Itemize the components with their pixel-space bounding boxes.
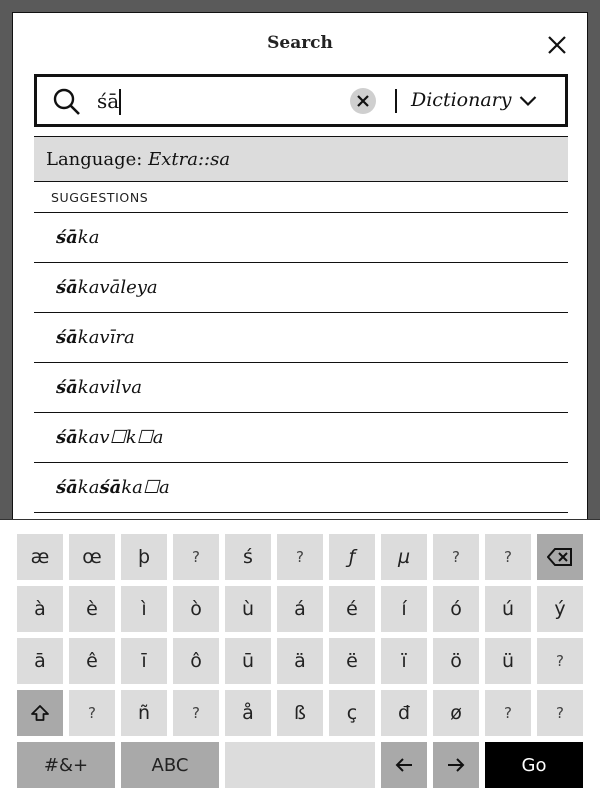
language-filter[interactable] [34, 136, 568, 182]
language-value: Extra::sa [148, 149, 231, 170]
key[interactable]: ß [277, 690, 323, 736]
suggestion-match: śā [56, 427, 78, 448]
suggestion-match: śā [56, 227, 78, 248]
arrow-right-icon [446, 757, 466, 773]
suggestion-rest: ka [77, 227, 100, 248]
suggestion-item[interactable] [34, 213, 568, 263]
key[interactable]: ? [173, 690, 219, 736]
key[interactable]: ? [173, 534, 219, 580]
key[interactable]: ù [225, 586, 271, 632]
key[interactable]: ç [329, 690, 375, 736]
key[interactable]: ? [485, 534, 531, 580]
key[interactable]: ? [537, 638, 583, 684]
key[interactable]: ó [433, 586, 479, 632]
divider [395, 89, 397, 113]
key[interactable]: ö [433, 638, 479, 684]
key[interactable]: ý [537, 586, 583, 632]
search-dialog [12, 12, 588, 520]
key[interactable]: í [381, 586, 427, 632]
arrow-left-icon [394, 757, 414, 773]
key[interactable]: ? [537, 690, 583, 736]
key[interactable]: ï [381, 638, 427, 684]
key[interactable]: ī [121, 638, 167, 684]
key[interactable]: å [225, 690, 271, 736]
shift-icon [30, 704, 50, 722]
search-input[interactable] [97, 85, 337, 117]
key[interactable]: ? [485, 690, 531, 736]
suggestion-item[interactable] [34, 263, 568, 313]
suggestion-match: śā [56, 277, 78, 298]
search-box [34, 74, 568, 127]
source-dropdown-value: Dictionary [411, 89, 512, 111]
key[interactable]: ò [173, 586, 219, 632]
suggestions-list [34, 212, 568, 513]
abc-key[interactable]: ABC [121, 742, 219, 788]
key[interactable]: á [277, 586, 323, 632]
suggestion-match: śā [56, 377, 78, 398]
arrow-right-key[interactable] [433, 742, 479, 788]
key[interactable]: ø [433, 690, 479, 736]
key[interactable]: ê [69, 638, 115, 684]
suggestion-item[interactable] [34, 463, 568, 513]
suggestion-item[interactable] [34, 363, 568, 413]
key[interactable]: ñ [121, 690, 167, 736]
key[interactable]: ô [173, 638, 219, 684]
space-key[interactable] [225, 742, 375, 788]
search-icon [52, 87, 82, 117]
suggestion-match: śā [56, 327, 78, 348]
suggestions-header: SUGGESTIONS [51, 190, 149, 205]
source-dropdown[interactable] [411, 86, 561, 116]
suggestion-item[interactable] [34, 313, 568, 363]
key[interactable]: ? [69, 690, 115, 736]
language-label: Language: [46, 149, 143, 170]
suggestion-rest: kavīra [77, 327, 135, 348]
key[interactable]: ú [485, 586, 531, 632]
arrow-left-key[interactable] [381, 742, 427, 788]
suggestion-match: śā [56, 477, 78, 498]
key[interactable]: ś [225, 534, 271, 580]
clear-circle-icon[interactable] [350, 88, 376, 114]
suggestion-inner-match: śā [99, 477, 122, 498]
key[interactable]: œ [69, 534, 115, 580]
go-key[interactable]: Go [485, 742, 583, 788]
shift-key[interactable] [17, 690, 63, 736]
backspace-icon [547, 548, 573, 566]
suggestion-rest: kavilva [77, 377, 143, 398]
key[interactable]: ? [433, 534, 479, 580]
suggestion-rest: kaśāka☐a [77, 477, 170, 498]
suggestion-rest: kav☐k☐a [77, 427, 164, 448]
key[interactable]: µ [381, 534, 427, 580]
key[interactable]: ä [277, 638, 323, 684]
suggestion-item[interactable] [34, 413, 568, 463]
key[interactable]: ì [121, 586, 167, 632]
key[interactable]: ? [277, 534, 323, 580]
key[interactable]: þ [121, 534, 167, 580]
key[interactable]: ā [17, 638, 63, 684]
key[interactable]: đ [381, 690, 427, 736]
symbols-key[interactable]: #&+ [17, 742, 115, 788]
key[interactable]: ü [485, 638, 531, 684]
on-screen-keyboard [0, 519, 600, 800]
key[interactable]: ū [225, 638, 271, 684]
dialog-title: Search [267, 33, 333, 53]
key[interactable]: ƒ [329, 534, 375, 580]
key[interactable]: à [17, 586, 63, 632]
chevron-down-icon [519, 95, 537, 107]
key[interactable]: ë [329, 638, 375, 684]
key[interactable]: æ [17, 534, 63, 580]
close-icon[interactable] [545, 33, 569, 57]
suggestion-rest: kavāleya [77, 277, 158, 298]
text-cursor [119, 89, 121, 115]
key[interactable]: é [329, 586, 375, 632]
key[interactable]: è [69, 586, 115, 632]
backspace-key[interactable] [537, 534, 583, 580]
